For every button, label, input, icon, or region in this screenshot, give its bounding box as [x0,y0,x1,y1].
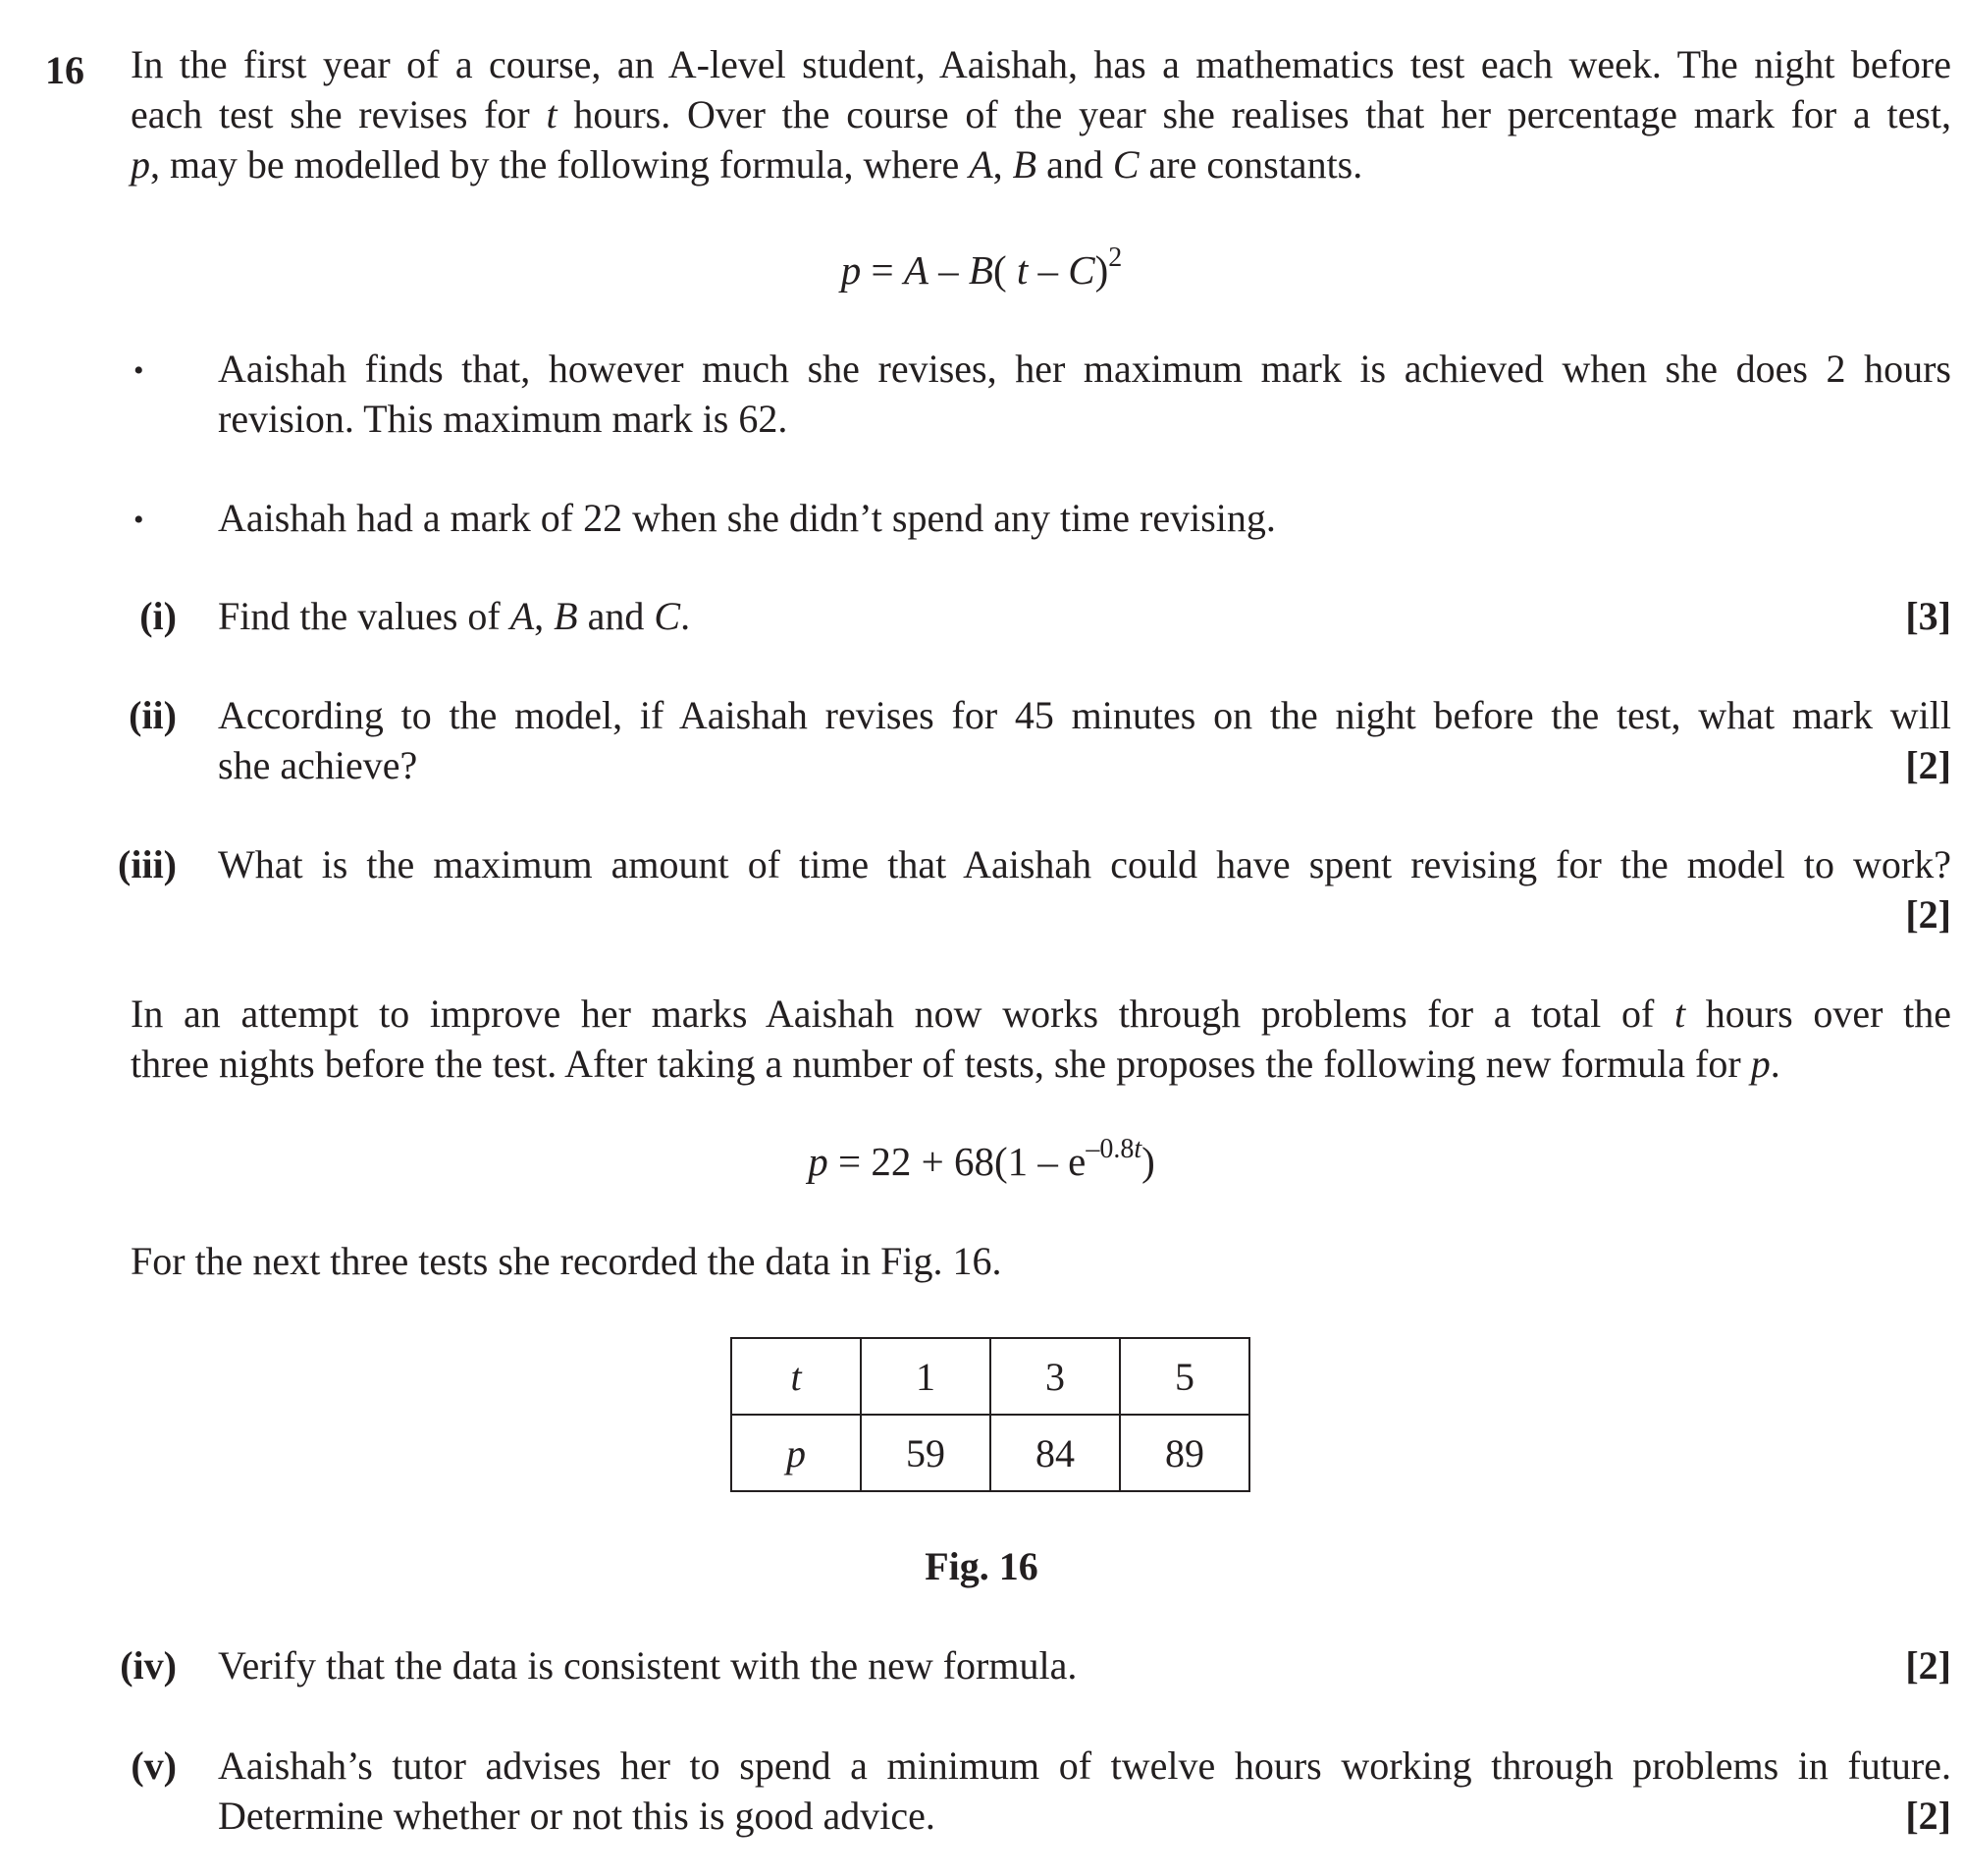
var-C: C [1112,142,1140,187]
part-v-marks: [2] [1905,1794,1951,1838]
part-ii-marks: [2] [1905,743,1951,787]
intro-text: , [992,142,1013,187]
part-text: Find the values of [218,594,510,638]
bullet-symbol: • [133,354,144,387]
attempt-line-2 [131,1039,1951,1089]
var-A: A [509,594,535,638]
part-iii-label: (iii) [118,842,177,886]
part-ii-line-1: According to the model, if Aaishah revises for 45 minutes on the night before the test, what mark will [218,693,1951,737]
intro-text: and [1036,142,1113,187]
attempt-line-1 [131,989,1951,1039]
table-cell-t: 1 [861,1338,990,1415]
var-A: A [969,142,993,187]
table-cell-t: 3 [990,1338,1120,1415]
formula-exponent [1086,1134,1141,1164]
formula-A: A [903,247,928,293]
bullet-line-2: revision. This maximum mark is 62. [218,397,788,441]
intro-text: , may be modelled by the following formula, where [150,142,970,187]
formula-minus: – [928,247,969,293]
intro-line-1: In the first year of a course, an A-level student, Aaishah, has a mathematics test each week. The night before [131,42,1951,86]
formula-exponent: 2 [1108,242,1123,273]
var-p: p [1750,1042,1771,1086]
table-cell-p: 89 [1120,1415,1249,1491]
bullet-item-zero-revision [218,493,1951,543]
exponent-t: t [1134,1134,1142,1164]
part-i-text [218,591,1951,641]
part-i-label: (i) [139,594,177,638]
part-iii-text [218,839,1951,889]
formula-C: C [1068,247,1095,293]
part-text: , [534,594,555,638]
var-B: B [1012,142,1037,187]
attempt-text: three nights before the test. After taking a number of tests, she proposes the following new formula for [131,1042,1751,1086]
formula-t: t [1016,247,1029,293]
table-cell-p: 59 [861,1415,990,1491]
bullet-symbol: • [133,504,144,536]
formula-B: B [968,247,993,293]
table-row-t [731,1338,1249,1415]
part-iii-line-1: What is the maximum amount of time that Aaishah could have spent revising for the model to work? [218,842,1951,886]
table-row-p [731,1415,1249,1491]
table-header-t: t [731,1338,861,1415]
attempt-text: . [1770,1042,1780,1086]
part-v-line-1: Aaishah’s tutor advises her to spend a minimum of twelve hours working through problems in future. [218,1743,1951,1788]
part-v-line-2: Determine whether or not this is good advice. [218,1794,935,1838]
next-tests-text: For the next three tests she recorded the data in Fig. 16. [131,1239,1002,1283]
bullet-line-1: Aaishah had a mark of 22 when she didn’t spend any time revising. [218,496,1276,540]
formula-lhs: p [840,247,862,293]
part-text: . [680,594,691,638]
var-C: C [654,594,681,638]
fig-16-table [730,1337,1250,1492]
part-ii-label: (ii) [129,693,177,737]
intro-line-2 [131,89,1951,139]
part-iii-marks: [2] [1905,892,1951,937]
formula-eq: = [861,247,904,293]
formula-lhs: p [808,1139,828,1184]
formula-close: ) [1141,1139,1155,1184]
attempt-text: hours over the [1685,992,1951,1036]
formula-quadratic-model [0,242,1963,295]
part-i-marks: [3] [1905,594,1951,638]
var-p: p [131,142,150,187]
exponent-coefficient: –0.8 [1086,1134,1135,1164]
intro-text: are constants. [1139,142,1363,187]
part-iv-marks: [2] [1905,1643,1951,1688]
table-header-p: p [731,1415,861,1491]
attempt-text: In an attempt to improve her marks Aaishah now works through problems for a total of [131,992,1674,1036]
part-v-label: (v) [131,1743,177,1788]
part-text: and [577,594,655,638]
part-ii-text [218,690,1951,790]
intro-text: each test she revises for [131,92,547,136]
var-t: t [1673,992,1686,1036]
formula-close: ) [1094,247,1109,293]
bullet-line-1: Aaishah finds that, however much she revises, her maximum mark is achieved when she does 2 hours [218,347,1951,391]
bullet-item-max-mark [218,344,1951,444]
part-v-text [218,1741,1951,1841]
formula-rhs: = 22 + 68(1 – e [827,1139,1087,1184]
var-t: t [546,92,557,136]
part-iv-text: Verify that the data is consistent with the new formula. [218,1643,1078,1688]
intro-paragraph [131,39,1951,189]
intro-line-3 [131,139,1951,189]
question-number: 16 [45,48,84,92]
formula-exponential-model [0,1134,1963,1187]
part-iv-label: (iv) [120,1643,177,1688]
formula-open: ( [992,247,1017,293]
var-B: B [554,594,578,638]
intro-text: hours. Over the course of the year she realises that her percentage mark for a test, [557,92,1952,136]
table-cell-p: 84 [990,1415,1120,1491]
attempt-paragraph [131,989,1951,1089]
part-ii-line-2: she achieve? [218,743,418,787]
formula-minus: – [1028,247,1069,293]
figure-caption: Fig. 16 [925,1544,1038,1588]
table-cell-t: 5 [1120,1338,1249,1415]
